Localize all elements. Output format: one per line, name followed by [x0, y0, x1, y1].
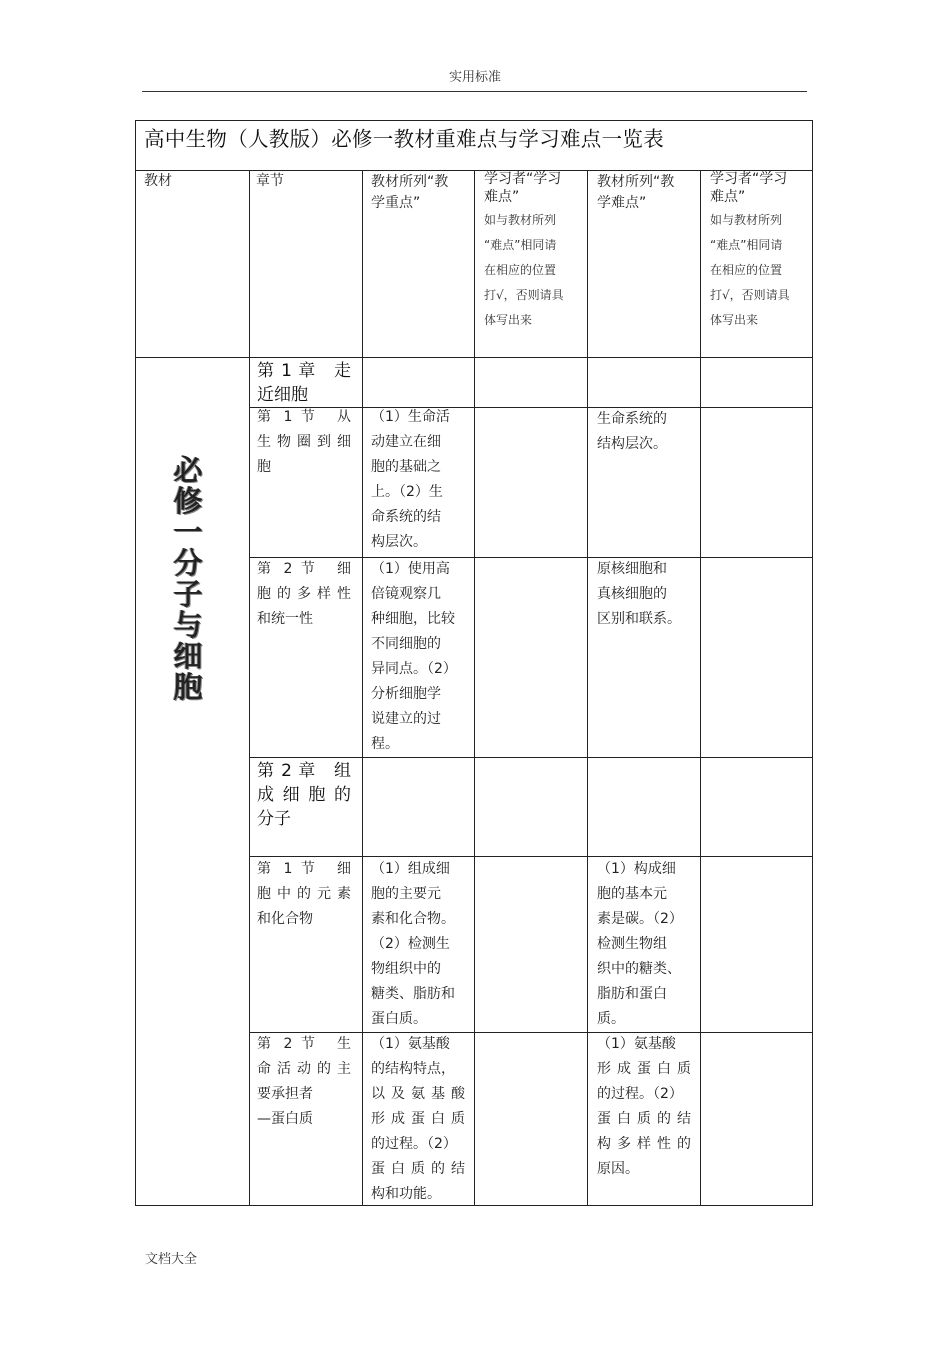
teaching-key-cell: （1）组成细 胞的主要元 素和化合物。 （2）检测生 物组织中的 糖类、脂肪和 蛋白质。 [371, 861, 455, 1027]
page-header: 实用标准 [448, 70, 501, 85]
header-learner-key: 学习者“学习 难点” [484, 171, 562, 205]
learner-key-note: 如与教材所列 “难点”相同请 在相应的位置 打√，否则请具 体写出来 [484, 213, 564, 327]
page-footer: 文档大全 [145, 1252, 198, 1267]
chapter-cell: 第 1 章 走 近细胞 [257, 361, 351, 405]
section-cell: 第 2 节 生 命活动的主 要承担者 —蛋白质 [257, 1036, 351, 1127]
column-divider [362, 170, 363, 1206]
chapter-cell: 第 2 章 组 成细胞的 分子 [257, 761, 351, 829]
header-teaching-difficulty: 教材所列“教 学难点” [597, 174, 675, 211]
teaching-difficulty-cell: （1）构成细 胞的基本元 素是碳。（2） 检测生物组 织中的糖类、 脂肪和蛋白 质。 [597, 861, 683, 1027]
teaching-key-cell: （1）生命活 动建立在细 胞的基础之 上。（2）生 命系统的结 构层次。 [371, 409, 450, 550]
section-cell: 第 1 节 细 胞中的元素 和化合物 [257, 861, 351, 927]
teaching-key-cell: （1）氨基酸 的结构特点， 以及氨基酸 形成蛋白质 的过程。（2） 蛋白质的结 构和功能。 [371, 1036, 465, 1202]
header-divider [142, 91, 807, 92]
table-title: 高中生物（人教版）必修一教材重难点与学习难点一览表 [144, 127, 664, 151]
teaching-key-cell: （1）使用高 倍镜观察几 种细胞，比较 不同细胞的 异同点。（2） 分析细胞学 说建立的过 程。 [371, 561, 457, 752]
header-learner-difficulty: 学习者“学习 难点” [710, 171, 788, 205]
header-teaching-key: 教材所列“教 学重点” [371, 174, 449, 211]
section-cell: 第 1 节 从 生物圈到细 胞 [257, 409, 351, 475]
column-divider [474, 170, 475, 1206]
column-divider [587, 170, 588, 1206]
header-chapter: 章节 [256, 173, 284, 189]
teaching-difficulty-cell: 原核细胞和 真核细胞的 区别和联系。 [597, 561, 681, 627]
section-cell: 第 2 节 细 胞的多样性 和统一性 [257, 561, 351, 627]
column-divider [700, 170, 701, 1206]
column-divider [249, 170, 250, 1206]
textbook-name-vertical: 必 修 一 分 子 与 细 胞 [173, 453, 203, 704]
row-divider [249, 757, 813, 758]
header-textbook: 教材 [144, 173, 172, 189]
teaching-difficulty-cell: （1）氨基酸 形成蛋白质 的过程。（2） 蛋白质的结 构多样性的 原因。 [597, 1036, 691, 1177]
teaching-difficulty-cell: 生命系统的 结构层次。 [597, 411, 667, 452]
learner-difficulty-note: 如与教材所列 “难点”相同请 在相应的位置 打√，否则请具 体写出来 [710, 213, 790, 327]
